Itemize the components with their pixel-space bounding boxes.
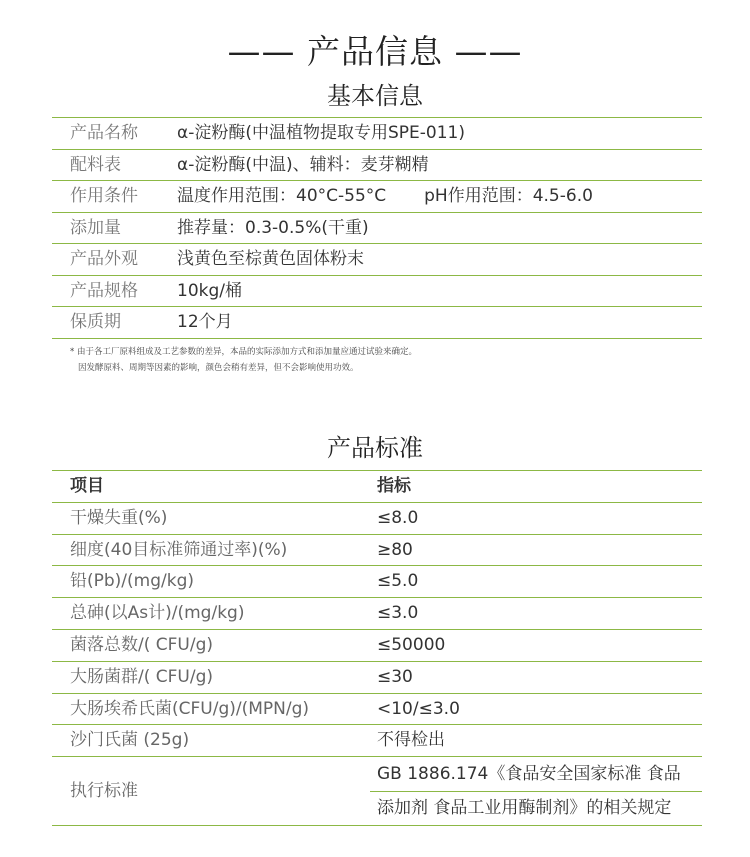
row-index: <10/≤3.0: [377, 698, 460, 719]
column-header-item: 项目: [70, 476, 104, 496]
basic-row: [52, 244, 702, 276]
basic-row-label: 作用条件: [70, 186, 138, 206]
execution-standard-label: 执行标准: [70, 781, 138, 802]
row-index: ≤3.0: [377, 603, 419, 624]
row-item: 大肠菌群/( CFU/g): [70, 666, 214, 687]
basic-row-value: 12个月: [177, 312, 233, 332]
title-dash-left: ——: [227, 32, 296, 71]
row-index: ≤50000: [377, 634, 446, 655]
basic-row-value: 浅黄色至棕黄色固体粉末: [177, 249, 364, 269]
page-title: [0, 26, 750, 73]
title-dash-right: ——: [454, 32, 523, 71]
table-row: [52, 598, 702, 630]
basic-row-label: 产品名称: [70, 123, 138, 143]
footnote: [70, 344, 417, 376]
row-index: ≥80: [377, 539, 413, 560]
standard-table: [52, 470, 702, 826]
standard-title: 产品标准: [327, 434, 423, 462]
basic-row: [52, 276, 702, 308]
execution-standard-line-1: GB 1886.174《食品安全国家标准 食品: [377, 764, 681, 785]
basic-row: [52, 117, 702, 150]
table-row: [52, 662, 702, 694]
standard-header-row: [52, 470, 702, 503]
basic-row-label: 添加量: [70, 217, 121, 238]
table-row: [52, 535, 702, 567]
basic-row: [52, 307, 702, 339]
basic-row-label: 配料表: [70, 154, 121, 175]
ph-range: pH作用范围：4.5-6.0: [424, 186, 593, 206]
basic-row-label: 产品规格: [70, 280, 138, 301]
basic-info-title: 基本信息: [327, 82, 423, 110]
basic-row: [52, 181, 702, 213]
row-index: ≤8.0: [377, 507, 419, 528]
table-row: [52, 725, 702, 757]
divider: [370, 791, 702, 792]
row-item: 细度(40目标准筛通过率)(%): [70, 539, 288, 560]
page-title-text: 产品信息: [307, 32, 443, 71]
basic-row-value: [177, 181, 593, 211]
row-index: 不得检出: [377, 730, 445, 751]
row-index: ≤5.0: [377, 571, 419, 592]
row-index: ≤30: [377, 666, 413, 687]
footnote-line-2: 因发酵原料、周期等因素的影响，颜色会稍有差异，但不会影响使用功效。: [78, 363, 359, 373]
table-row: [52, 630, 702, 662]
execution-standard-row: [52, 757, 702, 826]
footnote-line-1: * 由于各工厂原料组成及工艺参数的差异，本品的实际添加方式和添加量应通过试验来确定。: [70, 347, 417, 357]
row-item: 铅(Pb)/(mg/kg): [70, 571, 195, 592]
basic-row-value: 10kg/桶: [177, 280, 242, 301]
basic-row-value: 推荐量：0.3-0.5%(干重): [177, 217, 369, 238]
row-item: 干燥失重(%): [70, 507, 168, 528]
table-row: [52, 694, 702, 726]
row-item: 沙门氏菌 (25g): [70, 730, 190, 751]
basic-row: [52, 150, 702, 182]
row-item: 菌落总数/( CFU/g): [70, 634, 214, 655]
basic-row-value: α-淀粉酶(中温)、辅料：麦芽糊精: [177, 154, 429, 175]
execution-standard-line-2: 添加剂 食品工业用酶制剂》的相关规定: [377, 798, 672, 819]
basic-row-value: α-淀粉酶(中温植物提取专用SPE-011): [177, 123, 465, 143]
basic-row-label: 产品外观: [70, 249, 138, 269]
table-row: [52, 503, 702, 535]
temperature-range: 温度作用范围：40°C-55°C: [177, 186, 387, 206]
row-item: 大肠埃希氏菌(CFU/g)/(MPN/g): [70, 698, 310, 719]
basic-row: [52, 213, 702, 245]
table-row: [52, 566, 702, 598]
basic-info-table: [52, 117, 702, 339]
basic-row-label: 保质期: [70, 312, 121, 332]
row-item: 总砷(以As计)/(mg/kg): [70, 603, 245, 624]
column-header-index: 指标: [377, 476, 411, 496]
